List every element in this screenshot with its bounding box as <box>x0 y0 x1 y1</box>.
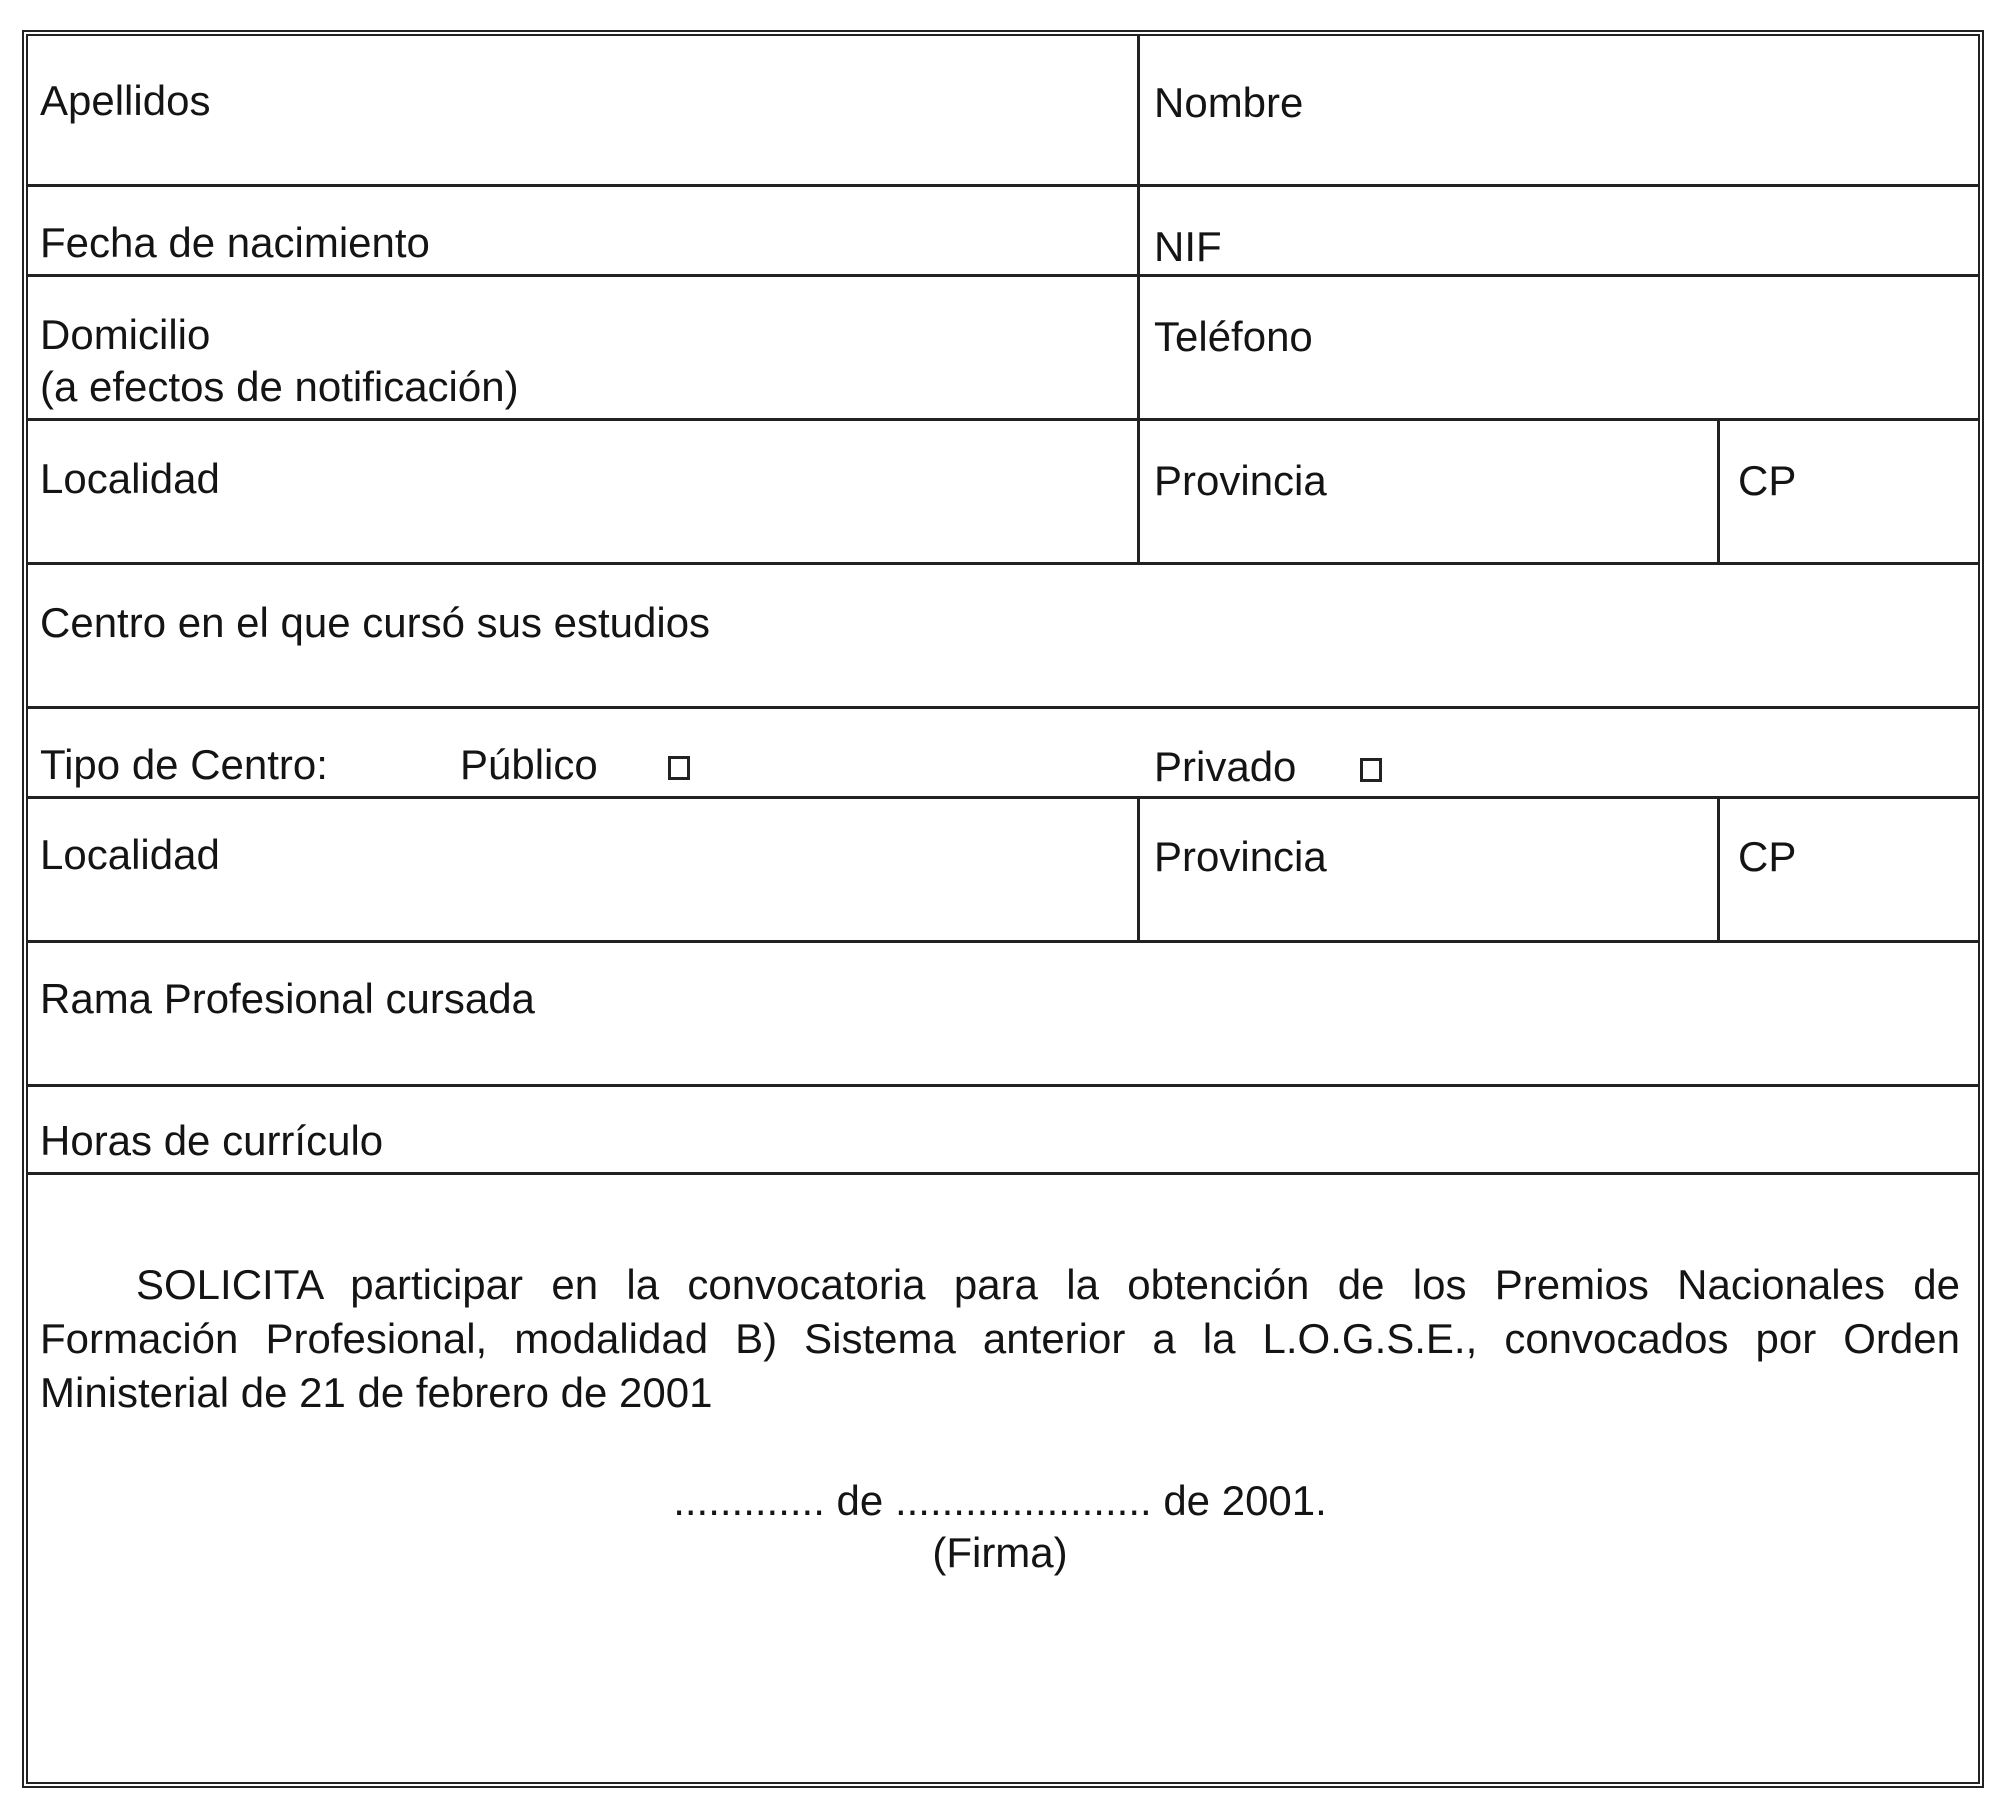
publico-label: Público <box>460 741 598 788</box>
telefono-label: Teléfono <box>1154 313 1313 360</box>
row-divider <box>28 1172 1978 1175</box>
domicilio-label: Domicilio <box>40 311 211 358</box>
privado-checkbox[interactable] <box>1360 758 1382 782</box>
date-line: ............. de ...................... de 2001. <box>673 1477 1327 1524</box>
tipo-centro-label: Tipo de Centro: <box>40 741 328 788</box>
firma-label: (Firma) <box>932 1529 1068 1576</box>
cp-centro-label: CP <box>1738 833 1797 880</box>
row-divider <box>28 418 1978 421</box>
column-divider <box>1717 418 1720 563</box>
fecha-nacimiento-label: Fecha de nacimiento <box>40 219 430 266</box>
row-divider <box>28 940 1978 943</box>
provincia-centro-label: Provincia <box>1154 833 1327 880</box>
row-divider <box>28 562 1978 565</box>
localidad-label: Localidad <box>40 455 220 502</box>
row-divider <box>28 1084 1978 1087</box>
domicilio-note-label: (a efectos de notificación) <box>40 363 519 410</box>
rama-label: Rama Profesional cursada <box>40 975 535 1022</box>
row-divider <box>28 274 1978 277</box>
nif-label: NIF <box>1154 223 1222 270</box>
solicita-paragraph <box>40 1258 1960 1420</box>
localidad-centro-label: Localidad <box>40 831 220 878</box>
apellidos-label: Apellidos <box>40 77 211 124</box>
row-divider <box>28 184 1978 187</box>
privado-label: Privado <box>1154 743 1297 790</box>
column-divider <box>1717 796 1720 941</box>
publico-checkbox[interactable] <box>668 756 690 780</box>
nombre-label: Nombre <box>1154 79 1304 126</box>
centro-label: Centro en el que cursó sus estudios <box>40 599 711 646</box>
row-divider <box>28 706 1978 709</box>
row-divider <box>28 796 1978 799</box>
solicita-text: SOLICITA participar en la convocatoria para la obtención de los Premios Nacionales de Formación Profesional, modalidad B) Sistema anterior a la L.O.G.S.E., convocados por Orden Ministerial de 21 de febrero de 2001 <box>40 1261 1960 1416</box>
cp-label: CP <box>1738 457 1797 504</box>
column-divider <box>1137 36 1140 563</box>
horas-label: Horas de currículo <box>40 1117 384 1164</box>
provincia-label: Provincia <box>1154 457 1327 504</box>
column-divider <box>1137 796 1140 941</box>
